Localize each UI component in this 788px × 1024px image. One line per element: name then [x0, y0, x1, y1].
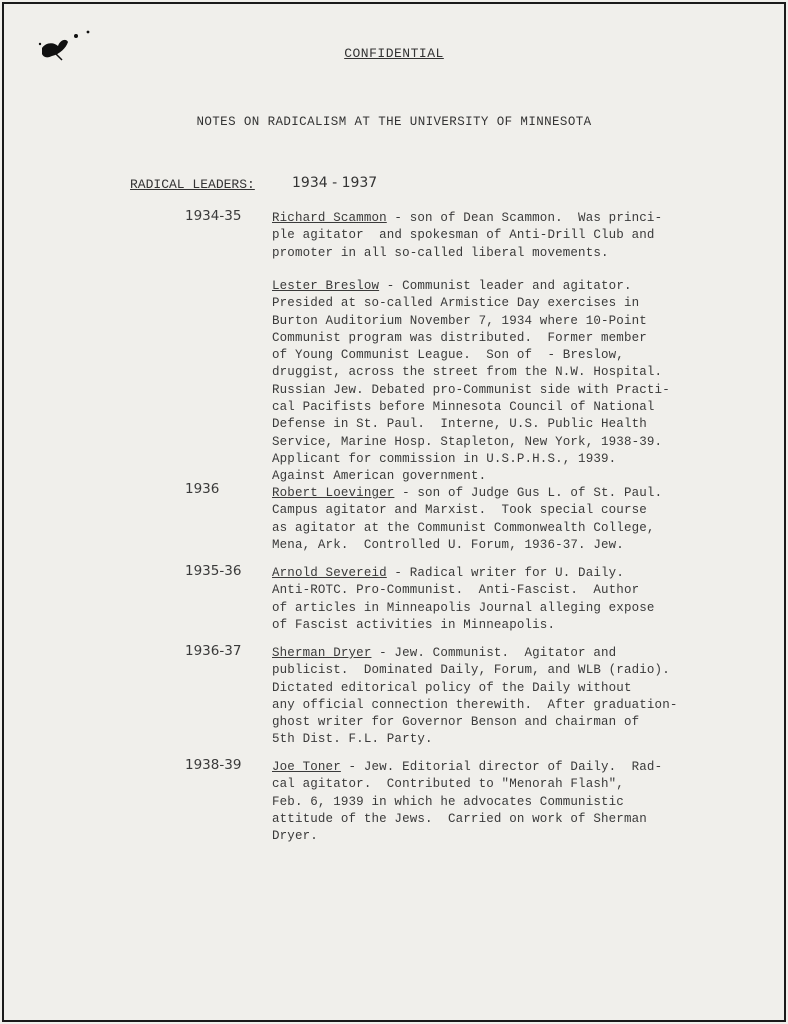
person-name: Arnold Severeid: [272, 566, 387, 580]
entry-year: 1935-36: [185, 563, 242, 579]
entry-line: attitude of the Jews. Carried on work of Sherman: [272, 811, 647, 826]
entry-line: Mena, Ark. Controlled U. Forum, 1936-37. Jew.: [272, 537, 624, 552]
entry-text: - son of Judge Gus L. of St. Paul.: [394, 486, 663, 500]
entry-line: Burton Auditorium November 7, 1934 where 10-Point: [272, 313, 647, 328]
entry-line: Service, Marine Hosp. Stapleton, New York, 1938-39.: [272, 434, 663, 449]
entry-line: Presided at so-called Armistice Day exercises in: [272, 296, 640, 311]
entry-text: - Radical writer for U. Daily.: [386, 566, 624, 580]
entry-body: [272, 485, 742, 554]
entry-line: 5th Dist. F.L. Party.: [272, 732, 433, 747]
section-label: RADICAL LEADERS:: [130, 177, 255, 192]
entry-text: - son of Dean Scammon. Was princi-: [386, 211, 663, 225]
entry-line: cal Pacifists before Minnesota Council of National: [272, 400, 655, 415]
entry-year: 1938-39: [185, 757, 242, 773]
entry-line: Defense in St. Paul. Interne, U.S. Public Health: [272, 417, 647, 432]
entry-line: ghost writer for Governor Benson and chairman of: [272, 715, 640, 730]
entry-line: Against American government.: [272, 469, 487, 484]
entry-line: any official connection therewith. After graduation-: [272, 697, 678, 712]
entry-line: cal agitator. Contributed to "Menorah Flash",: [272, 777, 624, 792]
entry-text: - Jew. Communist. Agitator and: [371, 646, 617, 660]
entry-line: Dictated editorical policy of the Daily without: [272, 680, 632, 695]
entry-first-line: [272, 565, 742, 582]
entry-body: [272, 645, 742, 749]
entry-first-line: [272, 278, 742, 295]
entry-body: [272, 210, 742, 262]
person-name: Lester Breslow: [272, 279, 380, 293]
entry-year: 1936: [185, 481, 220, 497]
entry-line: of articles in Minneapolis Journal alleging expose: [272, 600, 655, 615]
entry-year: 1936-37: [185, 643, 242, 659]
document-title: NOTES ON RADICALISM AT THE UNIVERSITY OF MINNESOTA: [196, 115, 592, 129]
entry-text: - Communist leader and agitator.: [379, 279, 632, 293]
person-name: Joe Toner: [272, 760, 341, 774]
entry-first-line: [272, 645, 742, 662]
entry-line: druggist, across the street from the N.W. Hospital.: [272, 365, 663, 380]
entry-first-line: [272, 759, 742, 776]
entry-line: Communist program was distributed. Former member: [272, 330, 647, 345]
entry-line: Campus agitator and Marxist. Took special course: [272, 503, 647, 518]
person-name: Robert Loevinger: [272, 486, 395, 500]
entry-line: publicist. Dominated Daily, Forum, and WLB (radio).: [272, 663, 670, 678]
person-name: Richard Scammon: [272, 211, 387, 225]
entry-body: [272, 278, 742, 486]
entry-line: Feb. 6, 1939 in which he advocates Communistic: [272, 794, 624, 809]
entry-line: ple agitator and spokesman of Anti-Drill Club and: [272, 228, 655, 243]
entry-line: as agitator at the Communist Commonwealth College,: [272, 520, 655, 535]
entry-line: Anti-ROTC. Pro-Communist. Anti-Fascist. Author: [272, 583, 640, 598]
entry-first-line: [272, 485, 742, 502]
person-name: Sherman Dryer: [272, 646, 372, 660]
section-years: 1934 - 1937: [292, 175, 378, 191]
entry-first-line: [272, 210, 742, 227]
entry-body: [272, 565, 742, 634]
entry-line: Russian Jew. Debated pro-Communist side with Practi-: [272, 382, 670, 397]
entry-line: promoter in all so-called liberal movements.: [272, 245, 609, 260]
entry-line: of Fascist activities in Minneapolis.: [272, 617, 556, 632]
entry-line: of Young Communist League. Son of - Breslow,: [272, 348, 624, 363]
entry-text: - Jew. Editorial director of Daily. Rad-: [340, 760, 663, 774]
entry-line: Dryer.: [272, 829, 318, 844]
entry-body: [272, 759, 742, 845]
entry-year: 1934-35: [185, 208, 242, 224]
entry-line: Applicant for commission in U.S.P.H.S., 1939.: [272, 451, 617, 466]
confidential-heading: CONFIDENTIAL: [344, 46, 444, 61]
